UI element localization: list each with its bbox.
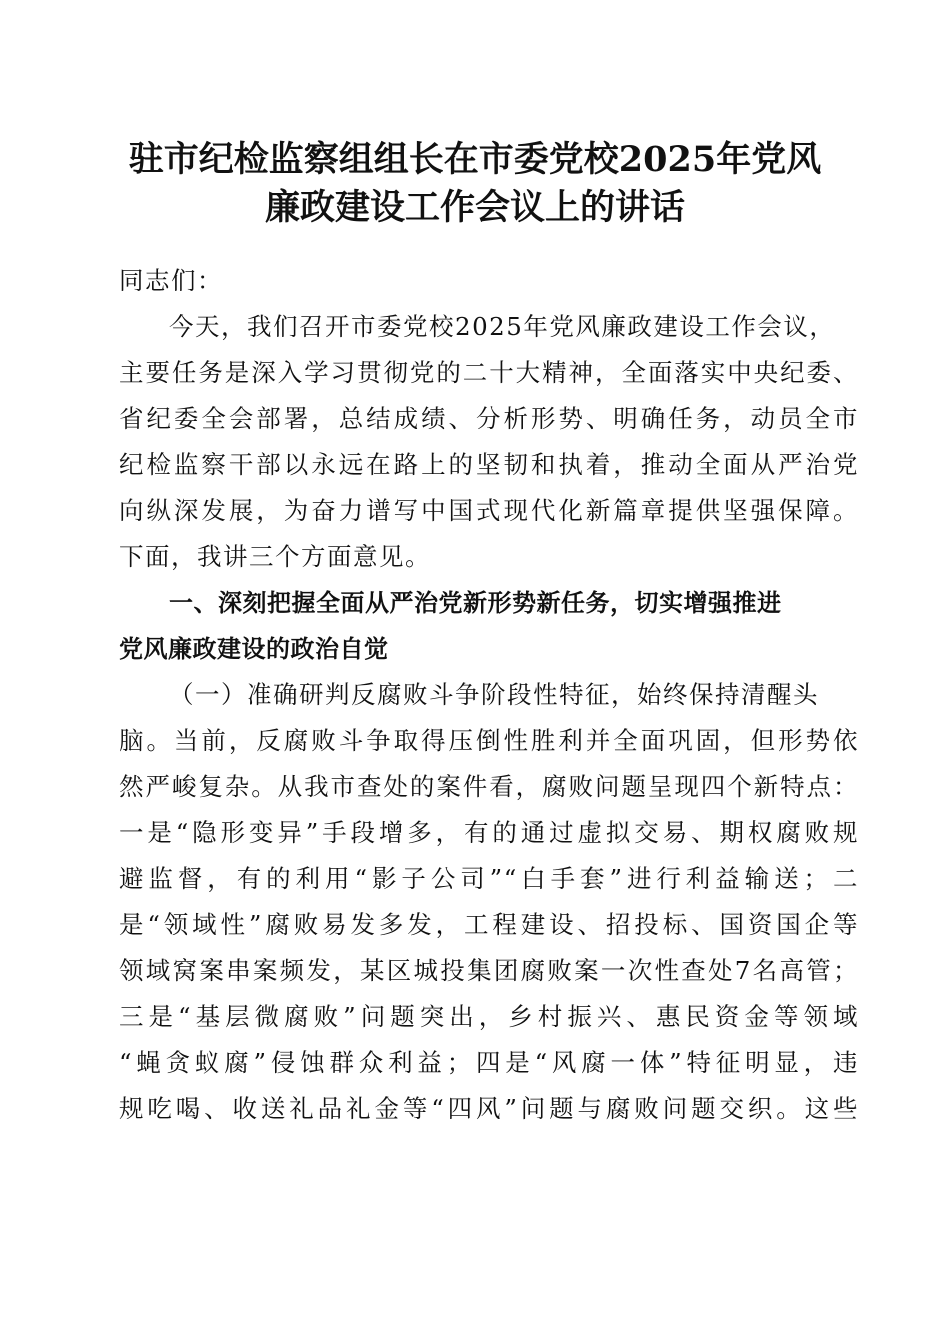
- paragraph-2-line: 脑。当前，反腐败斗争取得压倒性胜利并全面巩固，但形势依: [119, 726, 859, 755]
- paragraph-2-line: 规吃喝、收送礼品礼金等“四风”问题与腐败问题交织。这些: [119, 1094, 859, 1123]
- paragraph-2-line: 避监督，有的利用“影子公司”“白手套”进行利益输送；二: [119, 864, 859, 893]
- document-body: [119, 258, 859, 1132]
- section-heading-line: 一、深刻把握全面从严治党新形势新任务，切实增强推进: [169, 589, 782, 617]
- paragraph-2-line: 三是“基层微腐败”问题突出，乡村振兴、惠民资金等领域: [119, 1002, 859, 1031]
- paragraph-2-line: （一）准确研判反腐败斗争阶段性特征，始终保持清醒头: [169, 680, 819, 709]
- paragraph-1-line: 下面，我讲三个方面意见。: [119, 542, 431, 571]
- paragraph-2-line: 一是“隐形变异”手段增多，有的通过虚拟交易、期权腐败规: [119, 818, 859, 847]
- paragraph-1-line: 主要任务是深入学习贯彻党的二十大精神，全面落实中央纪委、: [119, 358, 859, 387]
- salutation: 同志们：: [119, 266, 223, 295]
- paragraph-2-line: 然严峻复杂。从我市查处的案件看，腐败问题呈现四个新特点：: [119, 772, 859, 801]
- paragraph-1-line: 纪检监察干部以永远在路上的坚韧和执着，推动全面从严治党: [119, 450, 859, 479]
- section-heading-line: 党风廉政建设的政治自觉: [119, 635, 389, 663]
- paragraph-2-line: “蝇贪蚁腐”侵蚀群众利益；四是“风腐一体”特征明显，违: [119, 1048, 859, 1077]
- paragraph-2-line: 领域窝案串案频发，某区城投集团腐败案一次性查处7名高管；: [119, 956, 859, 985]
- paragraph-1-line: 省纪委全会部署，总结成绩、分析形势、明确任务，动员全市: [119, 404, 859, 433]
- paragraph-1-line: 今天，我们召开市委党校2025年党风廉政建设工作会议，: [169, 312, 836, 341]
- paragraph-2-line: 是“领域性”腐败易发多发，工程建设、招投标、国资国企等: [119, 910, 859, 939]
- paragraph-1-line: 向纵深发展，为奋力谱写中国式现代化新篇章提供坚强保障。: [119, 496, 859, 525]
- document-title-line-2: 廉政建设工作会议上的讲话: [264, 187, 685, 228]
- document-title-line-1: 驻市纪检监察组组长在市委党校2025年党风: [128, 139, 822, 180]
